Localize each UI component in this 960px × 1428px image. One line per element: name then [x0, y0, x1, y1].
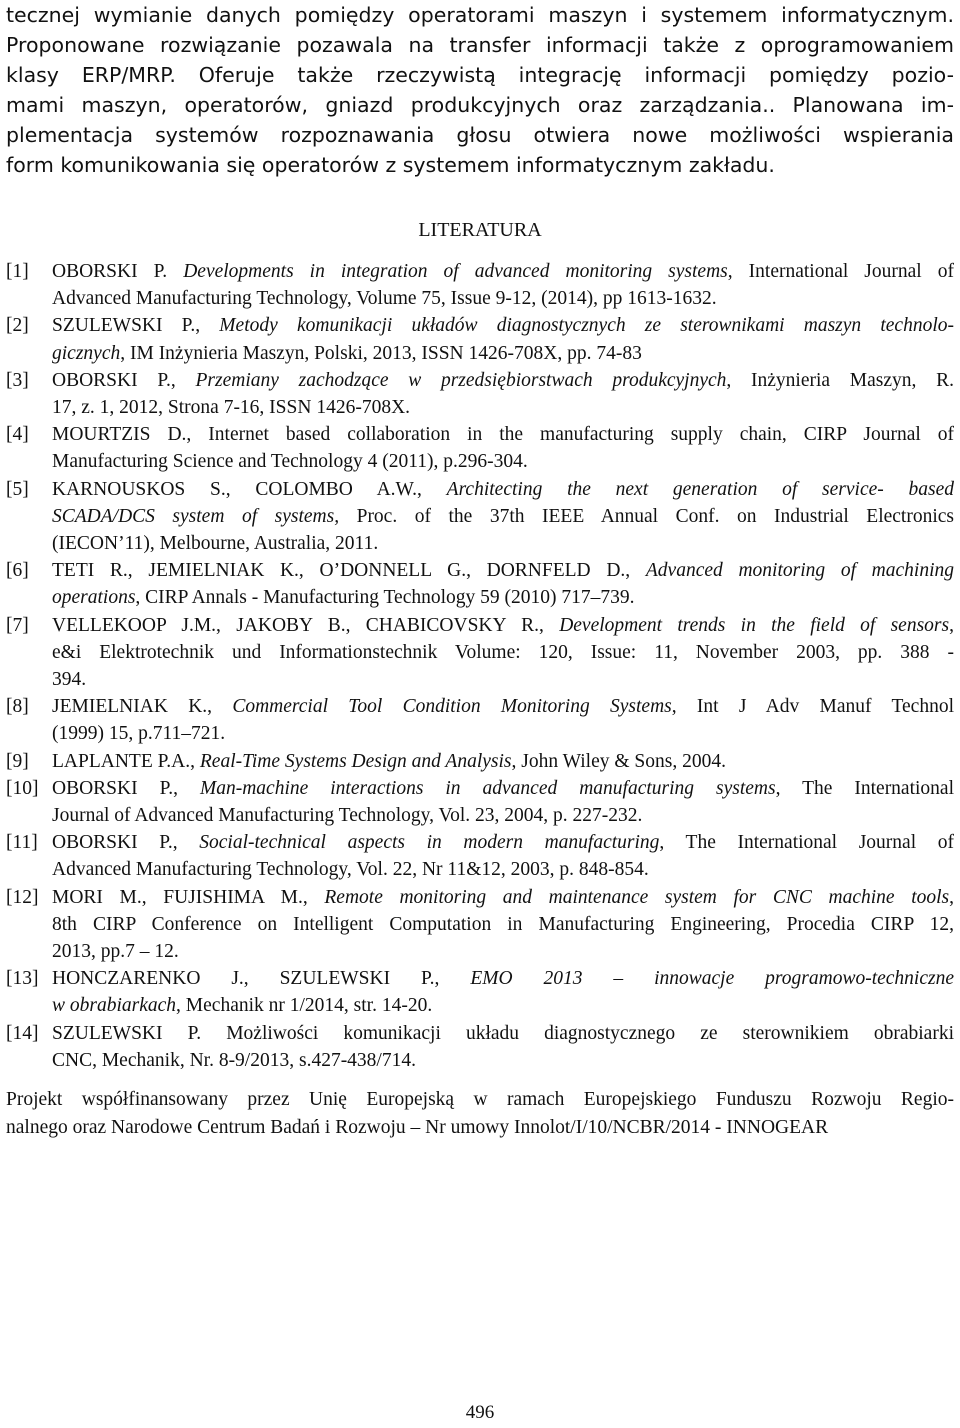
section-heading: LITERATURA	[418, 219, 542, 241]
reference-plain-text: LAPLANTE P.A.,	[52, 750, 200, 772]
reference-number: [14]	[6, 1022, 39, 1044]
reference-plain-text: , John Wiley & Sons, 2004.	[511, 750, 726, 772]
reference-plain-text: MOURTZIS D., Internet based collaboration in the manufacturing supply chain, CIRP Journal of	[52, 424, 954, 446]
reference-plain-text: ,	[170, 369, 196, 391]
reference-plain-text: VELLEKOOP J.M., JAKOBY B., CHABICOVSKY R.,	[52, 614, 560, 636]
reference-line	[52, 992, 954, 1019]
reference-number: [2]	[6, 315, 29, 337]
reference-plain-text: ,	[195, 315, 220, 337]
reference-line	[52, 884, 954, 911]
reference-plain-text: SZULEWSKI P.	[52, 315, 196, 337]
reference-title-text: Real-Time Systems Design and Analysis	[199, 750, 512, 772]
intro-line: plementacja systemów rozpoznawania głosu otwiera nowe możliwości wspierania	[6, 123, 954, 147]
reference-title-text: Social-technical aspects in modern manufacturing	[199, 832, 660, 854]
reference-item	[6, 421, 954, 475]
reference-plain-text: Advanced Manufacturing Technology, Volume 75, Issue 9-12, (2014), pp 1613-1632.	[52, 288, 717, 310]
intro-line: mami maszyn, operatorów, gniazd produkcyjnych oraz zarządzania.. Planowana im-	[6, 93, 954, 117]
reference-plain-text: 2013, pp.7 – 12.	[52, 941, 179, 963]
reference-number: [1]	[6, 261, 29, 282]
reference-text	[52, 748, 954, 775]
reference-title-text: Man-machine interactions in advanced manufacturing systems	[199, 777, 776, 799]
acknowledgement-line: nalnego oraz Narodowe Centrum Badań i Rozwoju – Nr umowy Innolot/I/10/NCBR/2014 - INNOGEAR	[6, 1117, 829, 1139]
reference-list	[6, 258, 954, 1074]
reference-line	[52, 448, 954, 475]
reference-text	[52, 884, 954, 966]
reference-line	[52, 1047, 954, 1074]
reference-line	[52, 557, 954, 584]
reference-line	[52, 720, 954, 747]
intro-paragraph	[6, 0, 954, 180]
reference-plain-text: , Int J Adv Manuf Technol	[671, 696, 955, 718]
reference-plain-text: OBORSKI P.,	[52, 777, 200, 799]
reference-text	[52, 829, 954, 883]
reference-number: [10]	[6, 777, 39, 799]
document-page	[6, 0, 954, 1142]
reference-line	[52, 965, 954, 992]
reference-title-text: w obrabiarkach	[52, 995, 177, 1017]
reference-text	[52, 775, 954, 829]
reference-plain-text: ,	[949, 614, 954, 636]
reference-number: [5]	[6, 478, 29, 500]
reference-text	[52, 612, 954, 694]
reference-text	[52, 258, 954, 312]
intro-line: Proponowane rozwiązanie pozawala na transfer informacji także z oprogramowaniem	[6, 33, 954, 57]
reference-plain-text: JEMIELNIAK K.,	[52, 696, 233, 718]
reference-plain-text: TETI R., JEMIELNIAK K., O’DONNELL G., DORNFELD D.,	[52, 560, 646, 582]
reference-line	[52, 584, 954, 611]
reference-number: [6]	[6, 560, 29, 582]
reference-plain-text: HONCZARENKO J., SZULEWSKI P.,	[52, 968, 471, 990]
reference-line	[52, 421, 954, 448]
reference-line	[52, 666, 954, 693]
reference-plain-text: OBORSKI P.	[52, 261, 184, 282]
reference-text	[52, 1020, 954, 1074]
reference-line	[52, 911, 954, 938]
reference-plain-text: , CIRP Annals - Manufacturing Technology 59 (2010) 717–739.	[135, 587, 635, 609]
reference-plain-text: 394.	[52, 669, 87, 691]
reference-item	[6, 693, 954, 747]
reference-plain-text: 17, z. 1, 2012, Strona 7-16, ISSN 1426-708X.	[52, 397, 411, 419]
reference-line	[52, 476, 954, 503]
reference-item	[6, 612, 954, 694]
reference-number: [3]	[6, 369, 29, 391]
page-number: 496	[465, 1402, 495, 1423]
reference-plain-text: Advanced Manufacturing Technology, Vol. 22, Nr 11&12, 2003, p. 848-854.	[52, 859, 649, 881]
reference-title-text: Development trends in the field of sensors	[559, 614, 950, 636]
reference-plain-text: KARNOUSKOS S., COLOMBO A.W.,	[52, 478, 447, 500]
reference-title-text: Przemiany zachodzące w przedsiębiorstwach produkcyjnych	[195, 369, 727, 391]
reference-plain-text: Journal of Advanced Manufacturing Technology, Vol. 23, 2004, p. 227-232.	[52, 805, 643, 827]
reference-text	[52, 312, 954, 366]
reference-plain-text: OBORSKI P.,	[52, 832, 200, 854]
intro-line: form komunikowania się operatorów z systemem informatycznym zakładu.	[6, 153, 775, 177]
reference-item	[6, 884, 954, 966]
acknowledgement-line: Projekt współfinansowany przez Unię Europejską w ramach Europejskiego Funduszu Rozwoju Regio-	[6, 1089, 954, 1111]
reference-item	[6, 965, 954, 1019]
reference-text	[52, 965, 954, 1019]
reference-line	[52, 285, 954, 312]
reference-number: [11]	[6, 832, 38, 854]
reference-line	[52, 856, 954, 883]
intro-line: klasy ERP/MRP. Oferuje także rzeczywistą integrację informacji pomiędzy pozio-	[6, 63, 954, 87]
reference-item	[6, 367, 954, 421]
reference-plain-text: OBORSKI P.	[52, 369, 171, 391]
reference-plain-text: (1999) 15, p.711–721.	[52, 723, 226, 745]
reference-plain-text: Proc. of the 37th IEEE Annual Conf. on Industrial Electronics	[339, 505, 954, 527]
reference-number: [8]	[6, 696, 29, 718]
reference-number: [9]	[6, 750, 29, 772]
reference-line	[52, 1020, 954, 1047]
intro-line: tecznej wymianie danych pomiędzy operatorami maszyn i systemem informatycznym.	[6, 3, 954, 27]
reference-plain-text: , International Journal of	[727, 261, 954, 282]
reference-plain-text: , The International	[775, 777, 954, 799]
reference-item	[6, 775, 954, 829]
reference-number: [13]	[6, 968, 39, 990]
reference-text	[52, 557, 954, 611]
reference-line	[52, 938, 954, 965]
reference-line	[52, 639, 954, 666]
reference-line	[52, 693, 954, 720]
reference-plain-text: CNC, Mechanik, Nr. 8-9/2013, s.427-438/714.	[52, 1049, 416, 1071]
reference-line	[52, 503, 954, 530]
reference-plain-text: MORI M., FUJISHIMA M.,	[52, 886, 325, 908]
reference-number: [4]	[6, 424, 29, 446]
reference-line	[52, 394, 954, 421]
reference-title-text: EMO 2013 – innowacje programowo-techniczne	[470, 968, 954, 990]
reference-item	[6, 829, 954, 883]
reference-plain-text: 8th CIRP Conference on Intelligent Computation in Manufacturing Engineering, Procedia CIRP 12,	[52, 913, 954, 935]
reference-plain-text: e&i Elektrotechnik und Informationstechnik Volume: 120, Issue: 11, November 2003, pp. 388 -	[52, 641, 954, 663]
reference-title-text: SCADA/DCS system of systems,	[52, 505, 340, 527]
reference-line	[52, 312, 954, 339]
reference-title-text: Commercial Tool Condition Monitoring Systems	[232, 696, 672, 718]
reference-item	[6, 557, 954, 611]
reference-plain-text: (IECON’11), Melbourne, Australia, 2011.	[52, 533, 379, 555]
reference-line	[52, 748, 954, 775]
reference-line	[52, 530, 954, 557]
reference-item	[6, 476, 954, 558]
reference-plain-text: SZULEWSKI P. Możliwości komunikacji układu diagnostycznego ze sterownikiem obrabiarki	[52, 1022, 954, 1044]
reference-line	[52, 829, 954, 856]
reference-text	[52, 476, 954, 558]
reference-plain-text: ,	[949, 886, 955, 908]
reference-item	[6, 1020, 954, 1074]
reference-title-text: Remote monitoring and maintenance system for CNC machine tools	[324, 886, 950, 908]
reference-line	[52, 367, 954, 394]
reference-item	[6, 312, 954, 366]
reference-number: [7]	[6, 614, 29, 636]
reference-plain-text: , Mechanik nr 1/2014, str. 14-20.	[176, 995, 433, 1017]
reference-text	[52, 421, 954, 475]
reference-item	[6, 258, 954, 312]
reference-plain-text: , Inżynieria Maszyn, R.	[726, 369, 954, 391]
reference-title-text: operations	[52, 587, 136, 609]
reference-line	[52, 612, 954, 639]
reference-line	[52, 340, 954, 367]
reference-line	[52, 775, 954, 802]
reference-item	[6, 748, 954, 775]
reference-title-text: Developments in integration of advanced monitoring systems	[183, 261, 728, 282]
reference-line	[52, 258, 954, 285]
reference-line	[52, 802, 954, 829]
reference-title-text: Metody komunikacji układów diagnostycznych ze sterownikami maszyn technolo-	[219, 315, 954, 337]
reference-title-text: Architecting the next generation of service- based	[446, 478, 955, 500]
reference-text	[52, 693, 954, 747]
acknowledgement	[6, 1086, 954, 1142]
reference-plain-text: , The International Journal of	[659, 832, 954, 854]
reference-title-text: Advanced monitoring of machining	[645, 560, 955, 582]
reference-text	[52, 367, 954, 421]
reference-title-text: gicznych	[52, 342, 121, 364]
reference-number: [12]	[6, 886, 39, 908]
reference-plain-text: Manufacturing Science and Technology 4 (2011), p.296-304.	[52, 451, 528, 473]
reference-plain-text: , IM Inżynieria Maszyn, Polski, 2013, ISSN 1426-708X, pp. 74-83	[120, 342, 642, 364]
